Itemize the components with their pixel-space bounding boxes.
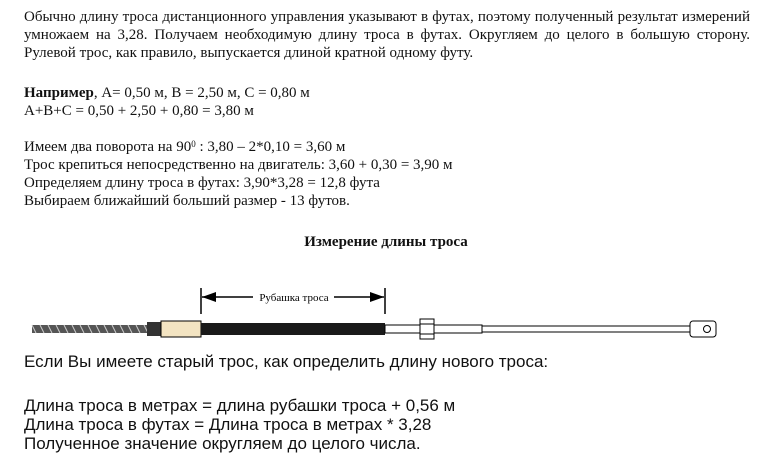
cable-jacket — [201, 323, 385, 335]
cable-nut — [420, 319, 434, 339]
cable-tube — [385, 325, 420, 333]
jacket-label: Рубашка троса — [259, 292, 329, 304]
example-line-2: A+B+C = 0,50 + 2,50 + 0,80 = 3,80 м — [24, 103, 254, 119]
calc-line-3: Определяем длину троса в футах: 3,90*3,28 = 12,8 фута — [24, 175, 380, 191]
cable-end-fitting — [161, 321, 201, 337]
calc-line-4: Выбираем ближайший больший размер - 13 футов. — [24, 193, 350, 209]
calc-line-1 — [24, 138, 345, 156]
calc-line-2: Трос крепиться непосредственно на двигатель: 3,60 + 0,30 = 3,90 м — [24, 157, 453, 173]
rounding-note: Полученное значение округляем до целого числа. — [24, 434, 421, 453]
example-label: Например — [24, 85, 94, 101]
calc-line-1-pre: Имеем два поворота на 90 — [24, 139, 192, 155]
intro-paragraph: Обычно длину троса дистанционного управления указывают в футах, поэтому полученный результат измерений умножаем на 3,28. Получаем необходимую длину троса в футах. Округляем до целого в большую сторону. Рулевой трос, как правило, выпускается длиной кратной одному футу. — [24, 9, 750, 61]
cable-rod — [482, 326, 690, 332]
cable-sleeve — [434, 325, 482, 333]
cable-ferrule — [147, 322, 161, 336]
example-values: , A= 0,50 м, B = 2,50 м, C = 0,80 м — [93, 85, 310, 101]
section-title: Измерение длины троса — [304, 234, 468, 250]
cable-core-twisted — [32, 325, 162, 333]
formula-feet: Длина троса в футах = Длина троса в метрах * 3,28 — [24, 415, 432, 434]
degree-superscript: 0 — [191, 139, 196, 149]
example-line-1 — [24, 84, 310, 102]
formula-meters: Длина троса в метрах = длина рубашки троса + 0,56 м — [24, 396, 456, 415]
old-cable-question: Если Вы имеете старый трос, как определить длину нового троса: — [24, 352, 549, 371]
cable-diagram — [0, 280, 772, 346]
cable-eye-end — [690, 321, 716, 337]
calc-line-1-post: : 3,80 – 2*0,10 = 3,60 м — [195, 139, 346, 155]
